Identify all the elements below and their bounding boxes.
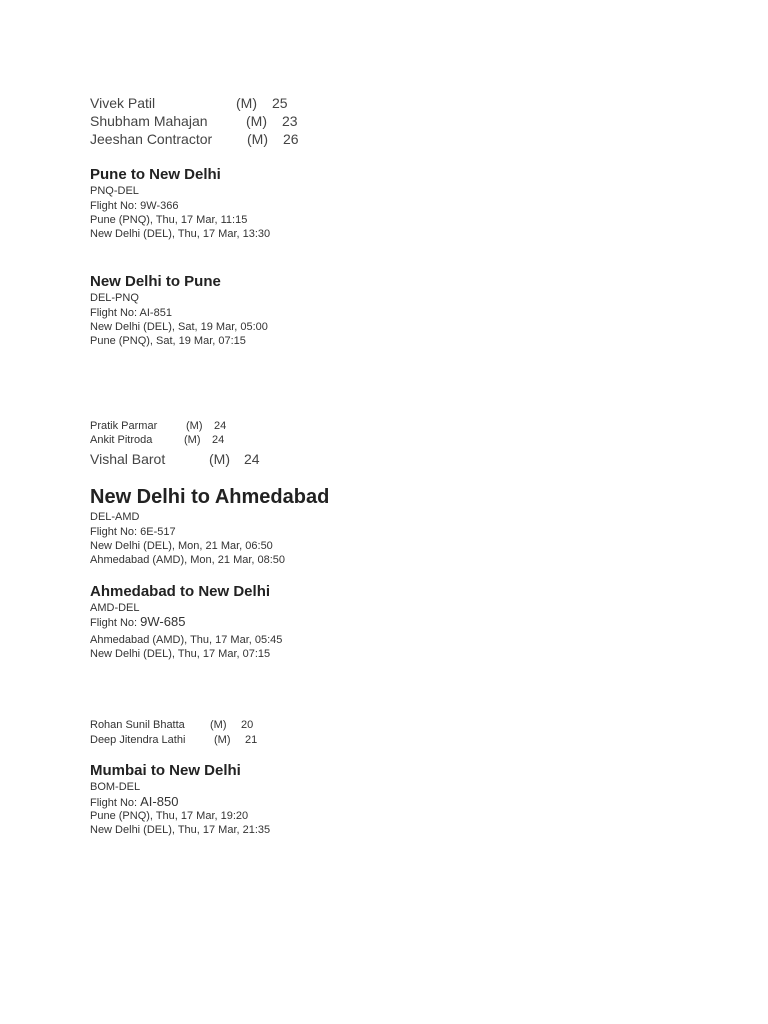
passenger-name: Jeeshan Contractor	[90, 131, 213, 147]
flight-arrival: New Delhi (DEL), Thu, 17 Mar, 13:30	[90, 228, 271, 240]
flight-route: BOM-DEL	[90, 781, 141, 793]
passenger-name: Rohan Sunil Bhatta	[90, 719, 185, 731]
flight-route: DEL-PNQ	[90, 292, 139, 304]
passenger-name: Ankit Pitroda	[90, 434, 153, 446]
flight-number-value: 9W-366	[140, 200, 179, 212]
flight-number-label: Flight No:	[90, 526, 141, 538]
passenger-age: 23	[282, 113, 298, 129]
passenger-age: 21	[245, 734, 258, 746]
passenger-name: Shubham Mahajan	[90, 113, 208, 129]
passenger-age: 24	[214, 420, 227, 432]
flight-title: New Delhi to Ahmedabad	[90, 486, 330, 508]
passenger-age: 24	[212, 434, 225, 446]
flight-number-value: 6E-517	[140, 526, 176, 538]
flight-title: Ahmedabad to New Delhi	[90, 583, 271, 600]
flight-title: New Delhi to Pune	[90, 273, 221, 290]
flight-number-label: Flight No:	[90, 307, 140, 319]
passenger-name: Pratik Parmar	[90, 420, 158, 432]
flight-arrival: Ahmedabad (AMD), Mon, 21 Mar, 08:50	[90, 554, 286, 566]
flight-title: Pune to New Delhi	[90, 166, 221, 183]
flight-arrival: New Delhi (DEL), Thu, 17 Mar, 07:15	[90, 648, 271, 660]
flight-number-label: Flight No:	[90, 797, 141, 809]
flight-number-label: Flight No:	[90, 617, 141, 629]
flight-title: Mumbai to New Delhi	[90, 762, 241, 779]
passenger-name: Vivek Patil	[90, 95, 156, 111]
flight-number	[90, 795, 178, 810]
passenger-age: 26	[283, 131, 299, 147]
flight-arrival: New Delhi (DEL), Thu, 17 Mar, 21:35	[90, 824, 271, 836]
flight-number-value: AI-850	[140, 794, 179, 809]
flight-departure: Ahmedabad (AMD), Thu, 17 Mar, 05:45	[90, 634, 283, 646]
flight-arrival: Pune (PNQ), Sat, 19 Mar, 07:15	[90, 335, 246, 347]
flight-route: DEL-AMD	[90, 511, 140, 523]
flight-number	[90, 199, 178, 213]
flight-number-label: Flight No:	[90, 200, 141, 212]
passenger-age: 25	[272, 95, 288, 111]
passenger-gender: (M)	[247, 131, 268, 147]
flight-departure: Pune (PNQ), Thu, 17 Mar, 11:15	[90, 214, 248, 226]
passenger-name: Vishal Barot	[90, 451, 166, 467]
passenger-age: 24	[244, 451, 260, 467]
flight-departure: New Delhi (DEL), Sat, 19 Mar, 05:00	[90, 321, 268, 333]
flight-departure: New Delhi (DEL), Mon, 21 Mar, 06:50	[90, 540, 273, 552]
passenger-gender: (M)	[214, 734, 231, 746]
flight-number-value: AI-851	[139, 307, 172, 319]
passenger-name: Deep Jitendra Lathi	[90, 734, 186, 746]
flight-route: AMD-DEL	[90, 602, 140, 614]
flight-departure: Pune (PNQ), Thu, 17 Mar, 19:20	[90, 810, 249, 822]
flight-number	[90, 306, 172, 320]
passenger-gender: (M)	[246, 113, 267, 129]
passenger-gender: (M)	[236, 95, 257, 111]
passenger-gender: (M)	[209, 451, 230, 467]
flight-route: PNQ-DEL	[90, 185, 139, 197]
passenger-gender: (M)	[184, 434, 201, 446]
flight-number-value: 9W-685	[140, 614, 186, 629]
passenger-gender: (M)	[186, 420, 203, 432]
flight-number	[90, 525, 176, 539]
passenger-gender: (M)	[210, 719, 227, 731]
flight-number	[90, 615, 185, 630]
passenger-age: 20	[241, 719, 254, 731]
